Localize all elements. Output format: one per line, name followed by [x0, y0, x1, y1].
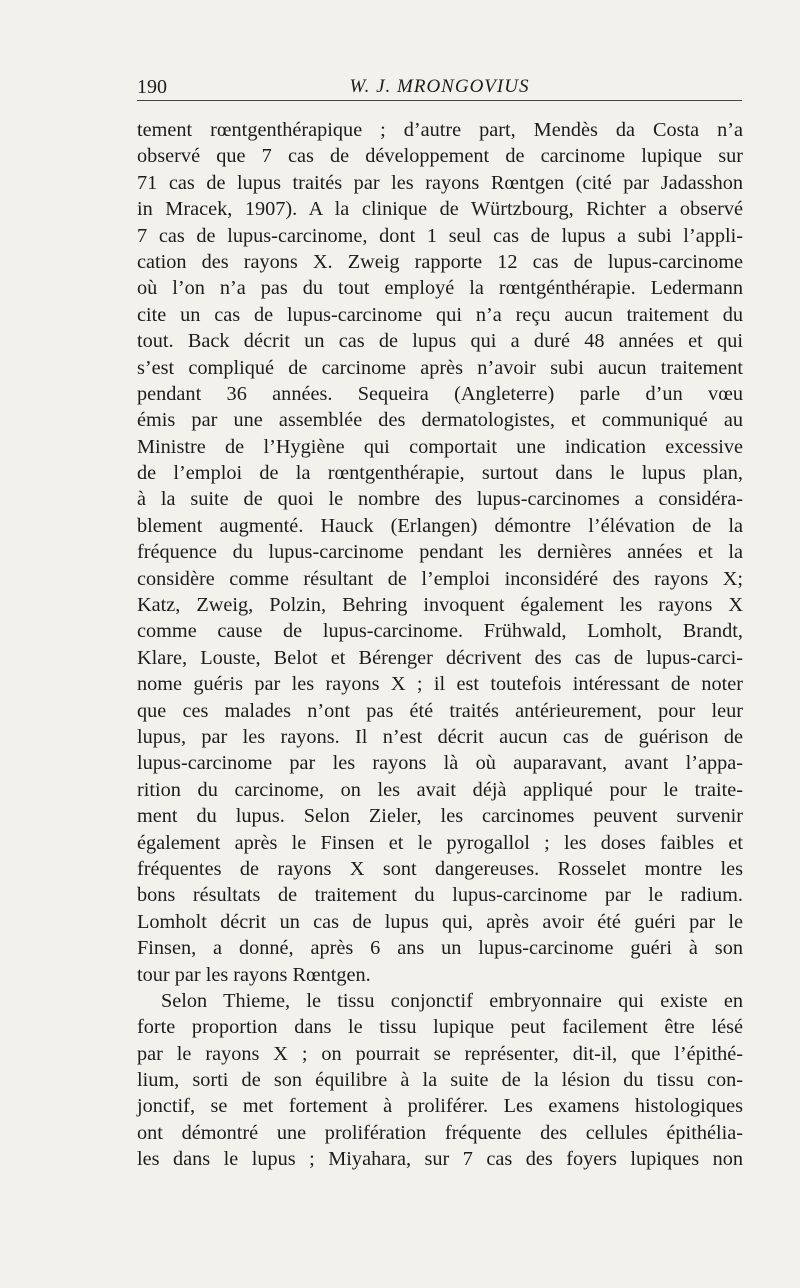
- page-number: 190: [137, 76, 167, 98]
- running-head: W. J. MRONGOVIUS: [349, 76, 530, 97]
- text-line: nome guéris par les rayons X ; il est toutefois intéressant de noter: [137, 673, 743, 696]
- text-line: également après le Finsen et le pyrogallol ; les doses faibles et: [137, 831, 743, 854]
- text-line: fréquence du lupus-carcinome pendant les dernières années et la: [137, 541, 743, 564]
- text-line: tout. Back décrit un cas de lupus qui a duré 48 années et qui: [137, 330, 743, 353]
- text-line: lupus-carcinome par les rayons là où auparavant, avant l’appa-: [137, 752, 743, 775]
- text-line: Finsen, a donné, après 6 ans un lupus-carcinome guéri à son: [137, 937, 743, 960]
- text-line: blement augmenté. Hauck (Erlangen) démontre l’élévation de la: [137, 514, 743, 537]
- text-line: Klare, Louste, Belot et Bérenger décrivent des cas de lupus-carci-: [137, 646, 743, 669]
- text-line: Katz, Zweig, Polzin, Behring invoquent également les rayons X: [137, 594, 743, 617]
- text-line: fréquentes de rayons X sont dangereuses. Rosselet montre les: [137, 857, 743, 880]
- text-line: lium, sorti de son équilibre à la suite de la lésion du tissu con-: [137, 1069, 743, 1092]
- text-line: Ministre de l’Hygiène qui comportait une indication excessive: [137, 435, 743, 458]
- text-line: Selon Thieme, le tissu conjonctif embryonnaire qui existe en: [161, 989, 743, 1012]
- text-line: in Mracek, 1907). A la clinique de Würtzbourg, Richter a observé: [137, 198, 743, 221]
- text-line: 7 cas de lupus-carcinome, dont 1 seul cas de lupus a subi l’appli-: [137, 224, 743, 247]
- text-line: forte proportion dans le tissu lupique peut facilement être lésé: [137, 1016, 743, 1039]
- text-line: cite un cas de lupus-carcinome qui n’a reçu aucun traitement du: [137, 303, 743, 326]
- text-line: émis par une assemblée des dermatologistes, et communiqué au: [137, 409, 743, 432]
- text-line: à la suite de quoi le nombre des lupus-carcinomes a considéra-: [137, 488, 743, 511]
- text-line: où l’on n’a pas du tout employé la rœntgénthérapie. Ledermann: [137, 277, 743, 300]
- page-header: [137, 70, 742, 100]
- text-line: tour par les rayons Rœntgen.: [137, 963, 371, 986]
- text-line: bons résultats de traitement du lupus-carcinome par le radium.: [137, 884, 743, 907]
- text-line: pendant 36 années. Sequeira (Angleterre) parle d’un vœu: [137, 382, 743, 405]
- text-line: considère comme résultant de l’emploi inconsidéré des rayons X;: [137, 567, 743, 590]
- body-text: [137, 117, 743, 1173]
- text-line: comme cause de lupus-carcinome. Frühwald, Lomholt, Brandt,: [137, 620, 743, 643]
- text-line: jonctif, se met fortement à proliférer. Les examens histologiques: [137, 1095, 743, 1118]
- text-line: s’est compliqué de carcinome après n’avoir subi aucun traitement: [137, 356, 743, 379]
- text-line: que ces malades n’ont pas été traités antérieurement, pour leur: [137, 699, 743, 722]
- paragraph: [137, 988, 743, 1173]
- header-rule: [137, 100, 742, 101]
- text-line: 71 cas de lupus traités par les rayons Rœntgen (cité par Jadasshon: [137, 171, 743, 194]
- text-line: par le rayons X ; on pourrait se représenter, dit-il, que l’épithé-: [137, 1042, 743, 1065]
- text-line: lupus, par les rayons. Il n’est décrit aucun cas de guérison de: [137, 725, 743, 748]
- text-line: Lomholt décrit un cas de lupus qui, après avoir été guéri par le: [137, 910, 743, 933]
- text-line: ment du lupus. Selon Zieler, les carcinomes peuvent survenir: [137, 805, 743, 828]
- text-line: tement rœntgenthérapique ; d’autre part, Mendès da Costa n’a: [137, 119, 743, 141]
- text-line: ont démontré une prolifération fréquente des cellules épithélia-: [137, 1121, 743, 1144]
- text-line: cation des rayons X. Zweig rapporte 12 cas de lupus-carcinome: [137, 250, 743, 273]
- text-line: observé que 7 cas de développement de carcinome lupique sur: [137, 145, 743, 168]
- text-line: rition du carcinome, on les avait déjà appliqué pour le traite-: [137, 778, 743, 801]
- text-line: les dans le lupus ; Miyahara, sur 7 cas des foyers lupiques non: [137, 1148, 743, 1171]
- paragraph: [137, 117, 743, 988]
- text-line: de l’emploi de la rœntgenthérapie, surtout dans le lupus plan,: [137, 462, 743, 485]
